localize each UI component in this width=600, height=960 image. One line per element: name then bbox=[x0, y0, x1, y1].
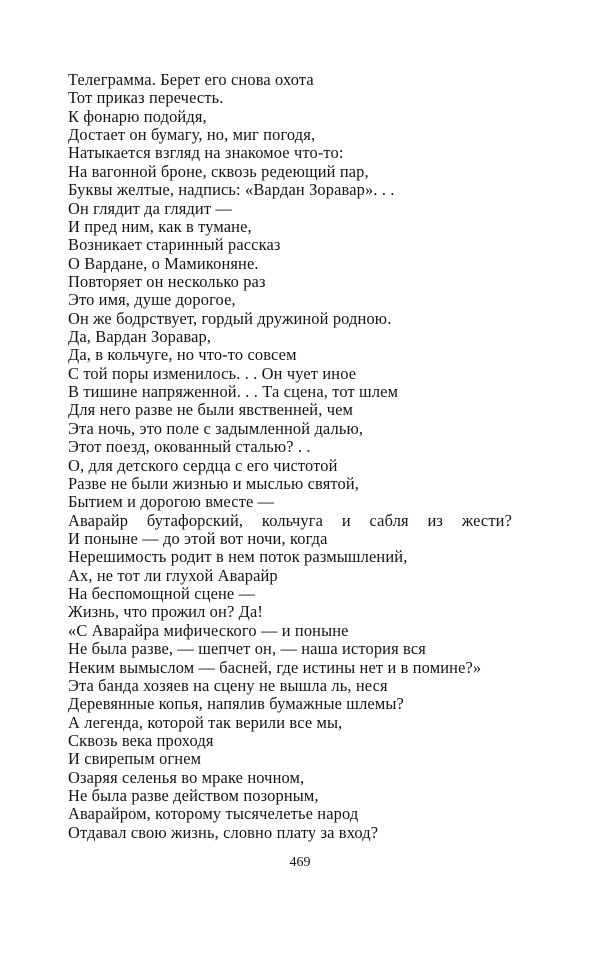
poem-line: Да, Вардан Зоравар, bbox=[68, 327, 212, 347]
poem-line: Озаряя селенья во мраке ночном, bbox=[68, 767, 305, 787]
poem-line: Он глядит да глядит — bbox=[68, 198, 232, 218]
poem-line: О Вардане, о Мамиконяне. bbox=[68, 253, 259, 273]
poem-line: Эта ночь, это поле с задымленной далью, bbox=[68, 418, 364, 438]
poem-line: Тот приказ перечесть. bbox=[68, 88, 224, 108]
poem-line: Повторяет он несколько раз bbox=[68, 271, 266, 291]
poem-line: О, для детского сердца с его чистотой bbox=[68, 455, 338, 475]
poem-line: Разве не были жизнью и мыслью святой, bbox=[68, 473, 360, 493]
poem-text bbox=[68, 71, 528, 842]
poem-line: На вагонной броне, сквозь редеющий пар, bbox=[68, 161, 369, 181]
poem-line: А легенда, которой так верили все мы, bbox=[68, 712, 343, 732]
poem-line: И свирепым огнем bbox=[68, 749, 202, 769]
poem-line: Жизнь, что прожил он? Да! bbox=[68, 602, 263, 622]
poem-line: Телеграмма. Берет его снова охота bbox=[68, 70, 314, 89]
poem-line: Нерешимость родит в нем поток размышлений, bbox=[68, 547, 408, 567]
poem-line: Отдавал свою жизнь, словно плату за вход? bbox=[68, 822, 379, 842]
poem-line: Возникает старинный рассказ bbox=[68, 235, 281, 255]
poem-line: Это имя, душе дорогое, bbox=[68, 290, 236, 310]
poem-line: С той поры изменилось. . . Он чует иное bbox=[68, 363, 357, 383]
poem-line: На беспомощной сцене — bbox=[68, 584, 256, 604]
poem-line: Этот поезд, окованный сталью? . . bbox=[68, 437, 311, 457]
page-number: 469 bbox=[289, 855, 311, 870]
poem-line: Эта банда хозяев на сцену не вышла ль, неся bbox=[68, 675, 388, 695]
poem-line: «С Аварайра мифического — и поныне bbox=[68, 620, 349, 640]
poem-line: Неким вымыслом — басней, где истины нет и в помине?» bbox=[68, 657, 482, 677]
poem-line: Для него разве не были явственней, чем bbox=[68, 400, 354, 420]
poem-line: В тишине напряженной. . . Та сцена, тот шлем bbox=[68, 382, 399, 402]
poem-line: Деревянные копья, напялив бумажные шлемы? bbox=[68, 694, 404, 714]
poem-line: Не была разве, — шепчет он, — наша история вся bbox=[68, 639, 426, 659]
poem-line: И пред ним, как в тумане, bbox=[68, 216, 252, 236]
poem-line: Ах, не тот ли глухой Аварайр bbox=[68, 565, 278, 585]
poem-line: Натыкается взгляд на знакомое что-то: bbox=[68, 143, 344, 163]
poem-line: Да, в кольчуге, но что-то совсем bbox=[68, 345, 297, 365]
poem-line: Аварайр бутафорский, кольчуга и сабля из жести? bbox=[68, 510, 512, 530]
poem-line: Аварайром, которому тысячелетье народ bbox=[68, 804, 359, 824]
poem-line: Не была разве действом позорным, bbox=[68, 786, 319, 806]
poem-line: Он же бодрствует, гордый дружиной родною. bbox=[68, 308, 392, 328]
poem-line: Буквы желтые, надпись: «Вардан Зоравар». . . bbox=[68, 180, 395, 200]
poem-line: И поныне — до этой вот ночи, когда bbox=[68, 528, 328, 548]
poem-line: К фонарю подойдя, bbox=[68, 106, 207, 126]
poem-line: Достает он бумагу, но, миг погодя, bbox=[68, 125, 316, 145]
poem-line: Сквозь века проходя bbox=[68, 730, 214, 750]
poem-line: Бытием и дорогою вместе — bbox=[68, 492, 275, 512]
